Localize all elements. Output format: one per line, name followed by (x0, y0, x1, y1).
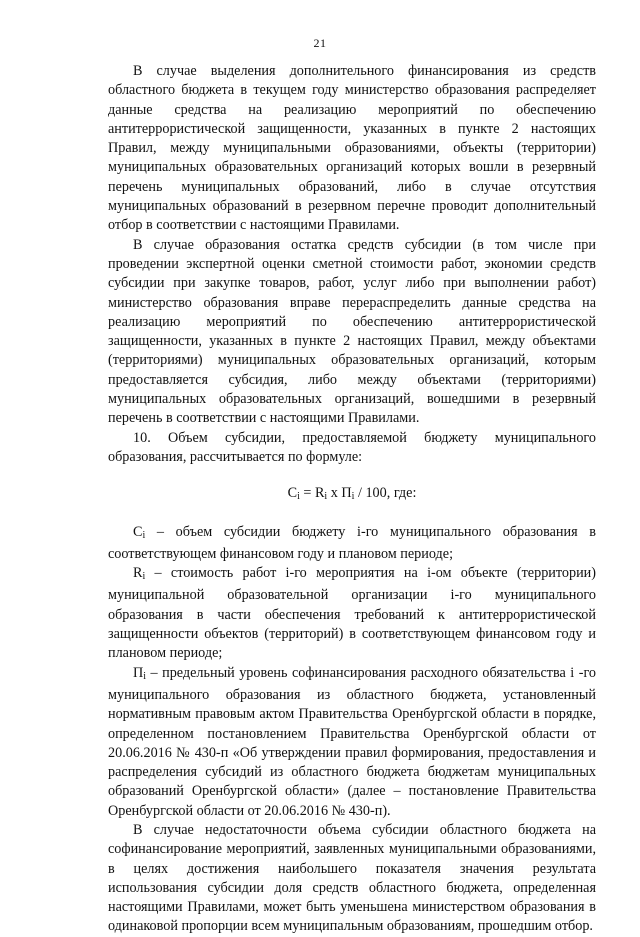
definition-symbol: R (133, 565, 143, 582)
paragraph-additional-funding: В случае выделения дополнительного финансирования из средств областного бюджета в текущем году министерство образования распределяет данные средства на реализацию мероприятий по обеспечению антитеррористической защищенности, указанных в пункте 2 настоящих Правил, между муниципальными образованиями, объекты (территории) муниципальных образовательных организаций которых вошли в резервный перечень муниципальных образований, либо в случае отсутствия муниципальных образований в резервном перечне проводит дополнительный отбор в соответствии с настоящими Правилами. (108, 63, 596, 234)
document-body (108, 62, 596, 937)
paragraph-formula-intro: 10. Объем субсидии, предоставляемой бюджету муниципального образования, рассчитывается по формуле: (108, 429, 596, 465)
definition-symbol-sub: i (143, 670, 147, 682)
definition-pi (108, 664, 596, 821)
definition-symbol: П (133, 664, 144, 681)
formula-eq: = R (299, 485, 325, 502)
definition-text: – объем субсидии бюджету i-го муниципального образования в соответствующем финансовом году и плановом периоде; (108, 523, 596, 562)
paragraph-insufficient-funding: В случае недостаточности объема субсидии областного бюджета на софинансирование мероприятий, заявленных муниципальными образованиями, в целях достижения наибольшего показателя значения результата использования субсидии доля средств областного бюджета, определенная настоящими Правилами, может быть уменьшена министерством образования в одинаковой пропорции всем муниципальным образованиям, прошедшим отбор. (108, 821, 596, 935)
page-number: 21 (313, 36, 327, 50)
definition-text: – стоимость работ i-го мероприятия на i-ом объекте (территории) муниципальной образовательной организации i-го муниципального образования в части обеспечения требований к антитеррористической защищенности объектов (территорий) в соответствующем финансовом году и плановом периоде; (108, 565, 596, 662)
formula-tail: / 100, где: (354, 485, 417, 502)
subsidy-formula (108, 484, 596, 506)
definition-symbol-sub: i (142, 529, 146, 541)
definition-ri (108, 564, 596, 663)
formula-p-sub: i (351, 491, 355, 503)
definition-ci (108, 523, 596, 565)
formula-c-sub: i (297, 491, 300, 503)
paragraph-subsidy-remainder: В случае образования остатка средств субсидии (в том числе при проведении экспертной оценки сметной стоимости работ, экономии средств субсидии при закупке товаров, работ, услуг либо при выполнении работ) министерство образования вправе перераспределить данные средства на реализацию мероприятий по обеспечению антитеррористической защищенности, указанных в пункте 2 настоящих Правил, между объектами (территориями) муниципальных образовательных организаций, которым предоставляется субсидия, либо между объектами (территориями) муниципальных образовательных организаций, вошедшими в резервный перечень в соответствии с настоящими Правилами. (108, 236, 596, 427)
definition-symbol: C (133, 523, 143, 540)
definition-text: – предельный уровень софинансирования расходного обязательства i -го муниципального образования из областного бюджета, установленный нормативным правовым актом Правительства Оренбургской области в порядке, определенном постановлением Правительства Оренбургской области от 20.06.2016 № 430-п «Об утверждении правил формирования, предоставления и распределения субсидий из областного бюджета бюджетам муниципальных образований Оренбургской области» (далее – постановление Правительства Оренбургской области от 20.06.2016 № 430-п). (108, 664, 596, 819)
formula-c: C (287, 485, 298, 502)
formula-r-sub: i (324, 491, 328, 503)
formula-mult: x П (327, 485, 352, 502)
definition-symbol-sub: i (142, 571, 146, 583)
